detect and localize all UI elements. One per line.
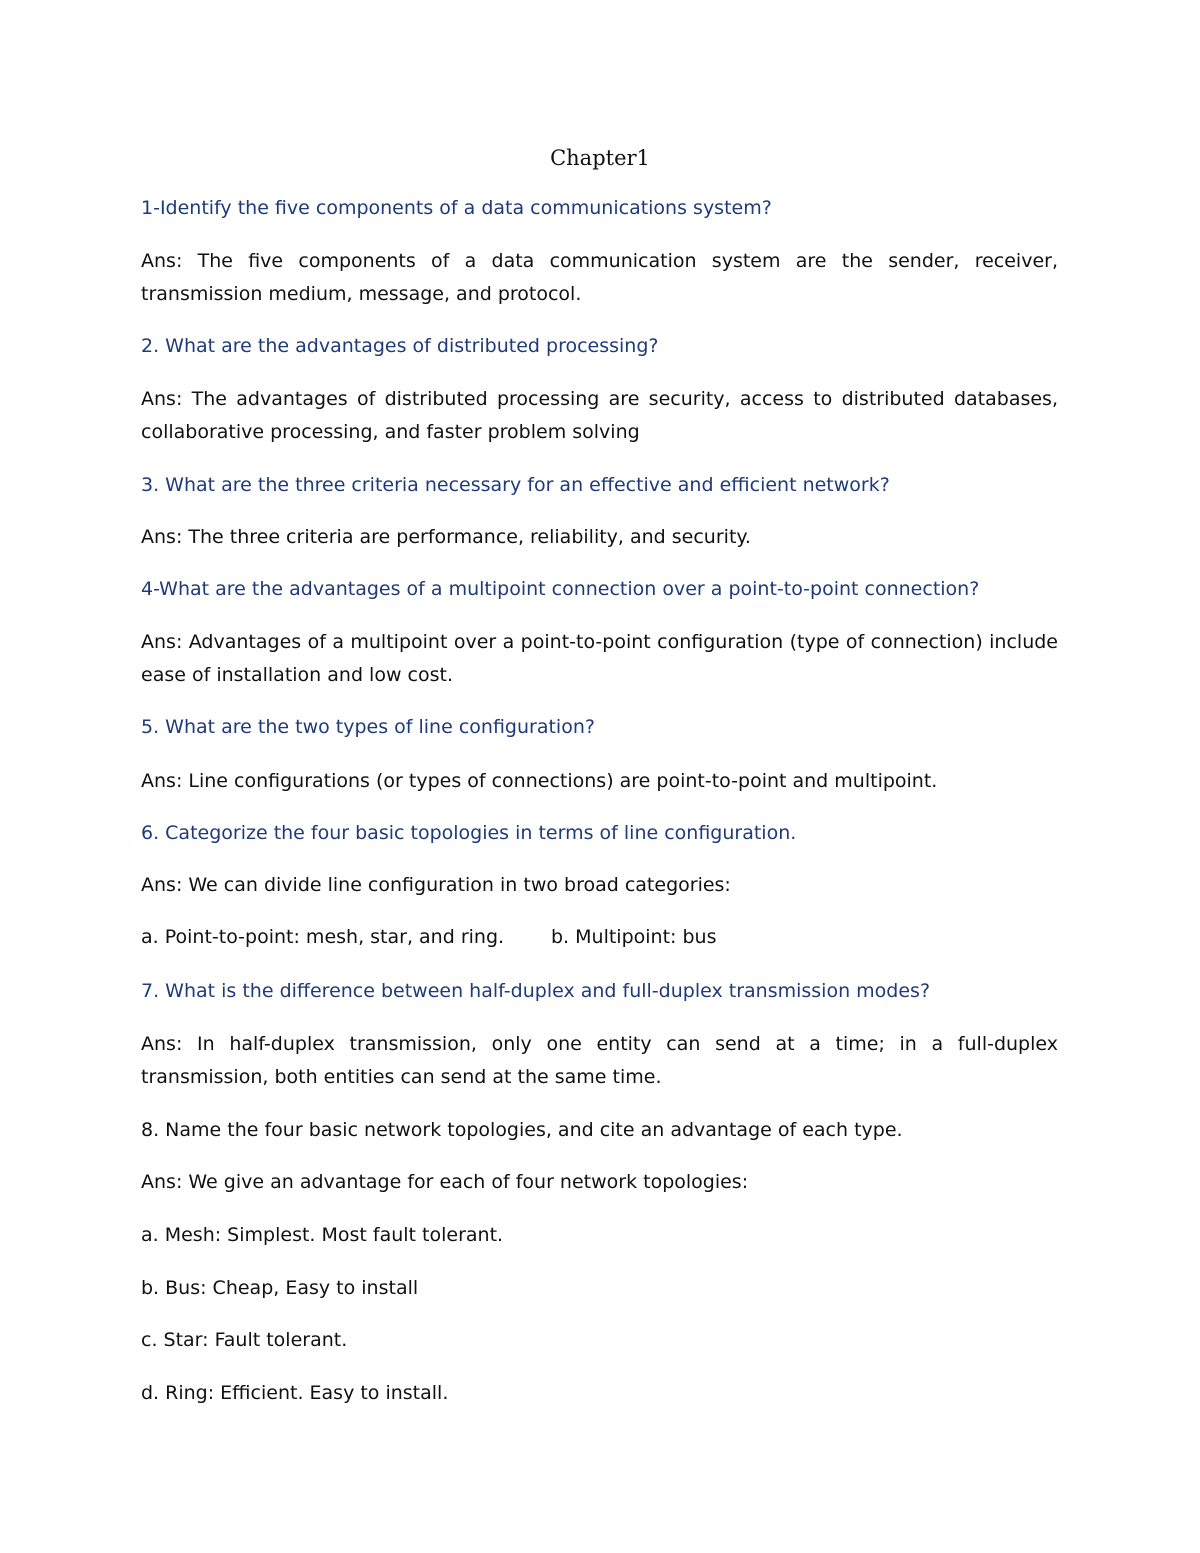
- topology-item-ring: d. Ring: Efficient. Easy to install.: [141, 1382, 449, 1404]
- question-3: 3. What are the three criteria necessary for an effective and efficient network?: [141, 474, 890, 496]
- answer-7: Ans: In half-duplex transmission, only one entity can send at a time; in a full-duplex transmission, both entities can send at the same time.: [141, 1033, 1058, 1088]
- topology-item-bus: b. Bus: Cheap, Easy to install: [141, 1277, 419, 1299]
- question-7: 7. What is the difference between half-duplex and full-duplex transmission modes?: [141, 980, 931, 1002]
- answer-5: Ans: Line configurations (or types of connections) are point-to-point and multipoint.: [141, 770, 938, 792]
- answer-2: Ans: The advantages of distributed processing are security, access to distributed databases, collaborative processing, and faster problem solving: [141, 388, 1058, 443]
- answer-8: Ans: We give an advantage for each of four network topologies:: [141, 1171, 749, 1193]
- topology-item-star: c. Star: Fault tolerant.: [141, 1329, 348, 1351]
- answer-3: Ans: The three criteria are performance, reliability, and security.: [141, 526, 751, 548]
- question-4: 4-What are the advantages of a multipoint connection over a point-to-point connection?: [141, 578, 980, 600]
- chapter-title: Chapter1: [550, 146, 650, 170]
- question-5: 5. What are the two types of line configuration?: [141, 716, 595, 738]
- category-multipoint: b. Multipoint: bus: [551, 926, 717, 948]
- answer-6-categories: [141, 921, 1058, 954]
- question-2: 2. What are the advantages of distributed processing?: [141, 335, 659, 357]
- question-1: 1-Identify the five components of a data communications system?: [141, 197, 772, 219]
- category-point-to-point: a. Point-to-point: mesh, star, and ring.: [141, 926, 505, 948]
- answer-6: Ans: We can divide line configuration in two broad categories:: [141, 874, 731, 896]
- answer-4: Ans: Advantages of a multipoint over a point-to-point configuration (type of connection) include ease of installation and low cost.: [141, 631, 1058, 686]
- topology-item-mesh: a. Mesh: Simplest. Most fault tolerant.: [141, 1224, 504, 1246]
- answer-1: Ans: The five components of a data communication system are the sender, receiver, transmission medium, message, and protocol.: [141, 250, 1058, 305]
- question-6: 6. Categorize the four basic topologies in terms of line configuration.: [141, 822, 797, 844]
- question-8: 8. Name the four basic network topologies, and cite an advantage of each type.: [141, 1119, 903, 1141]
